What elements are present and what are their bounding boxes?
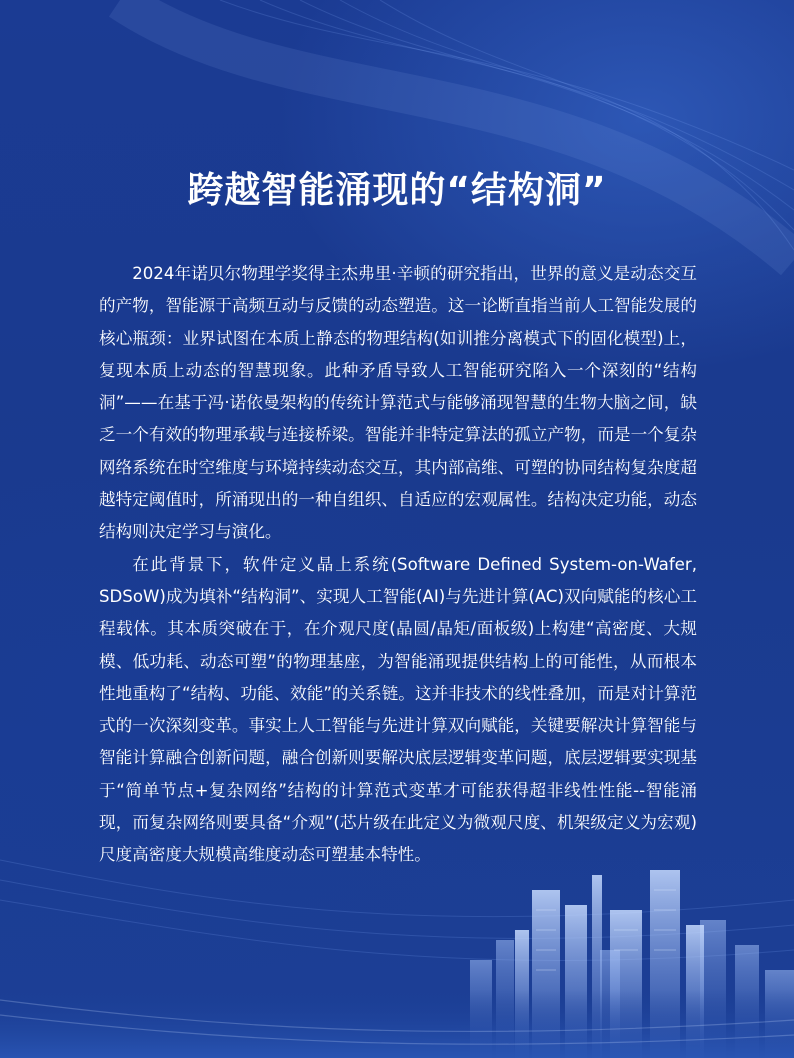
- city-skyline-illustration: [0, 850, 794, 1058]
- paragraph-2: 在此背景下，软件定义晶上系统(Software Defined System-on-Wafer, SDSoW)成为填补“结构洞”、实现人工智能(AI)与先进计算(AC)双向赋能的核心工程载体。其本质突破在于，在介观尺度(晶圆/晶矩/面板级)上构建“高密度、大规模、低功耗、动态可塑”的物理基座，为智能涌现提供结构上的可能性，从而根本性地重构了“结构、功能、效能”的关系链。这并非技术的线性叠加，而是对计算范式的一次深刻变革。事实上人工智能与先进计算双向赋能，关键要解决计算智能与智能计算融合创新问题，融合创新则要解决底层逻辑变革问题，底层逻辑要实现基于“简单节点+复杂网络”结构的计算范式变革才可能获得超非线性性能--智能涌现，而复杂网络则要具备“介观”(芯片级在此定义为微观尺度、机架级定义为宏观)尺度高密度大规模高维度动态可塑基本特性。: [99, 554, 697, 865]
- body-text: [99, 258, 697, 872]
- page-title: 跨越智能涌现的“结构洞”: [187, 170, 607, 212]
- paragraph-1: 2024年诺贝尔物理学奖得主杰弗里·辛顿的研究指出，世界的意义是动态交互的产物，智能源于高频互动与反馈的动态塑造。这一论断直指当前人工智能发展的核心瓶颈：业界试图在本质上静态的物理结构(如训推分离模式下的固化模型)上，复现本质上动态的智慧现象。此种矛盾导致人工智能研究陷入一个深刻的“结构洞”——在基于冯·诺依曼架构的传统计算范式与能够涌现智慧的生物大脑之间，缺乏一个有效的物理承载与连接桥梁。智能并非特定算法的孤立产物，而是一个复杂网络系统在时空维度与环境持续动态交互，其内部高维、可塑的协同结构复杂度超越特定阈值时，所涌现出的一种自组织、自适应的宏观属性。结构决定功能，动态结构则决定学习与演化。: [99, 264, 697, 542]
